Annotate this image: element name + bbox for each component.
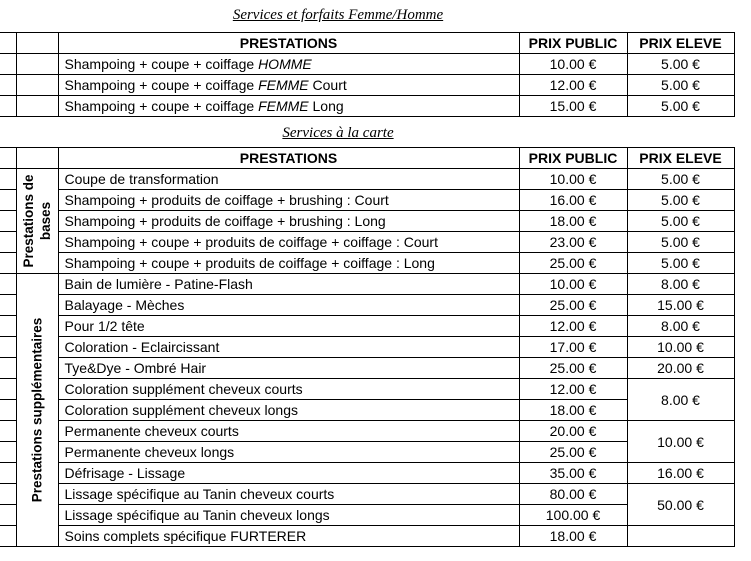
prix-public: 18.00 €: [519, 400, 627, 421]
prix-public: 20.00 €: [519, 421, 627, 442]
prix-eleve: 5.00 €: [627, 75, 734, 96]
service-name: Soins complets spécifique FURTERER: [58, 526, 519, 547]
prix-public: 25.00 €: [519, 253, 627, 274]
blank-cell: [0, 54, 16, 75]
service-name: Défrisage - Lissage: [58, 463, 519, 484]
service-name: Lissage spécifique au Tanin cheveux courts: [58, 484, 519, 505]
service-gender: FEMME: [258, 98, 309, 114]
service-name: [58, 96, 519, 117]
prix-public: 16.00 €: [519, 190, 627, 211]
table-row: [0, 505, 734, 526]
service-name: Permanente cheveux courts: [58, 421, 519, 442]
prix-public: 23.00 €: [519, 232, 627, 253]
prix-public: 15.00 €: [519, 96, 627, 117]
table-row: [0, 421, 734, 442]
prix-public: 25.00 €: [519, 358, 627, 379]
header-prix-public: PRIX PUBLIC: [519, 148, 627, 169]
prix-public: 10.00 €: [519, 54, 627, 75]
blank-cell: [0, 96, 16, 117]
section1-title: Services et forfaits Femme/Homme: [232, 7, 444, 23]
service-gender: FEMME: [258, 77, 309, 93]
blank-cell: [0, 316, 16, 337]
service-text: Shampoing + coupe + coiffage: [64, 56, 259, 72]
table-row: [0, 169, 734, 190]
table-row: [0, 295, 734, 316]
service-gender: HOMME: [258, 56, 312, 72]
prix-eleve: 5.00 €: [627, 54, 734, 75]
blank-cell: [0, 400, 16, 421]
prix-eleve: 5.00 €: [627, 169, 734, 190]
table-row: [0, 253, 734, 274]
service-name: Shampoing + coupe + produits de coiffage + coiffage : Court: [58, 232, 519, 253]
header-row: [0, 148, 734, 169]
blank-cell: [16, 75, 58, 96]
table-row: [0, 190, 734, 211]
prix-public: 10.00 €: [519, 274, 627, 295]
prix-eleve: 8.00 €: [627, 379, 734, 421]
table-row: [0, 96, 734, 117]
service-name: Coloration - Eclaircissant: [58, 337, 519, 358]
blank-cell: [0, 442, 16, 463]
blank-cell: [0, 526, 16, 547]
prix-public: 12.00 €: [519, 316, 627, 337]
table-row: [0, 337, 734, 358]
prix-public: 25.00 €: [519, 442, 627, 463]
prix-eleve: 20.00 €: [627, 358, 734, 379]
service-name: [58, 54, 519, 75]
service-name: Balayage - Mèches: [58, 295, 519, 316]
blank-cell: [0, 421, 16, 442]
service-text: Long: [308, 98, 344, 114]
table-row: [0, 54, 734, 75]
prix-public: 18.00 €: [519, 211, 627, 232]
blank-cell: [16, 96, 58, 117]
prix-eleve: 5.00 €: [627, 190, 734, 211]
prix-eleve: 50.00 €: [627, 484, 734, 526]
service-name: Coupe de transformation: [58, 169, 519, 190]
service-name: Tye&Dye - Ombré Hair: [58, 358, 519, 379]
header-prestations: PRESTATIONS: [58, 33, 519, 54]
prix-eleve: 10.00 €: [627, 421, 734, 463]
header-prestations: PRESTATIONS: [58, 148, 519, 169]
blank-cell: [0, 295, 16, 316]
table-row: [0, 400, 734, 421]
prix-public: 17.00 €: [519, 337, 627, 358]
table-row: [0, 442, 734, 463]
blank-cell: [0, 148, 16, 169]
prix-eleve: 16.00 €: [627, 463, 734, 484]
blank-cell: [16, 54, 58, 75]
service-name: Bain de lumière - Patine-Flash: [58, 274, 519, 295]
prix-eleve: 5.00 €: [627, 211, 734, 232]
service-name: [58, 75, 519, 96]
group-label-bases: Prestations de bases: [21, 174, 53, 268]
group-label-cell: [16, 169, 58, 274]
table-row: [0, 379, 734, 400]
forfaits-table: [0, 32, 735, 117]
group-label-cell: [16, 274, 58, 547]
prix-public: 35.00 €: [519, 463, 627, 484]
table-row: [0, 358, 734, 379]
blank-cell: [16, 148, 58, 169]
prix-eleve: 5.00 €: [627, 232, 734, 253]
service-text: Shampoing + coupe + coiffage: [64, 98, 259, 114]
blank-cell: [0, 379, 16, 400]
prix-public: 100.00 €: [519, 505, 627, 526]
blank-cell: [0, 337, 16, 358]
service-name: Shampoing + produits de coiffage + brushing : Long: [58, 211, 519, 232]
prix-public: 12.00 €: [519, 379, 627, 400]
prix-eleve: 8.00 €: [627, 274, 734, 295]
blank-cell: [0, 211, 16, 232]
table-row: [0, 232, 734, 253]
blank-cell: [0, 484, 16, 505]
prix-public: 80.00 €: [519, 484, 627, 505]
service-name: Shampoing + coupe + produits de coiffage + coiffage : Long: [58, 253, 519, 274]
blank-cell: [16, 33, 58, 54]
prix-public: 10.00 €: [519, 169, 627, 190]
header-prix-eleve: PRIX ELEVE: [627, 148, 734, 169]
prix-public: 18.00 €: [519, 526, 627, 547]
table-row: [0, 484, 734, 505]
prix-eleve: 5.00 €: [627, 253, 734, 274]
blank-cell: [0, 232, 16, 253]
prix-eleve: 15.00 €: [627, 295, 734, 316]
header-prix-eleve: PRIX ELEVE: [627, 33, 734, 54]
group-label-supplementaires: Prestations supplémentaires: [29, 317, 45, 503]
blank-cell: [0, 358, 16, 379]
table-row: [0, 274, 734, 295]
header-prix-public: PRIX PUBLIC: [519, 33, 627, 54]
section2-title: Services à la carte: [282, 125, 394, 141]
blank-cell: [0, 463, 16, 484]
service-name: Coloration supplément cheveux longs: [58, 400, 519, 421]
service-name: Shampoing + produits de coiffage + brushing : Court: [58, 190, 519, 211]
service-name: Pour 1/2 tête: [58, 316, 519, 337]
prix-eleve: 10.00 €: [627, 337, 734, 358]
prix-public: 12.00 €: [519, 75, 627, 96]
blank-cell: [0, 33, 16, 54]
service-name: Coloration supplément cheveux courts: [58, 379, 519, 400]
service-name: Lissage spécifique au Tanin cheveux longs: [58, 505, 519, 526]
table-row: [0, 211, 734, 232]
table-row: [0, 463, 734, 484]
blank-cell: [0, 253, 16, 274]
header-row: [0, 33, 734, 54]
blank-cell: [0, 190, 16, 211]
prix-eleve: [627, 526, 734, 547]
table-row: [0, 316, 734, 337]
carte-table: [0, 147, 735, 547]
prix-eleve: 5.00 €: [627, 96, 734, 117]
table-row: [0, 75, 734, 96]
service-text: Shampoing + coupe + coiffage: [64, 77, 259, 93]
prix-public: 25.00 €: [519, 295, 627, 316]
service-name: Permanente cheveux longs: [58, 442, 519, 463]
table-row: [0, 526, 734, 547]
blank-cell: [0, 75, 16, 96]
prix-eleve: 8.00 €: [627, 316, 734, 337]
blank-cell: [0, 505, 16, 526]
blank-cell: [0, 274, 16, 295]
service-text: Court: [308, 77, 347, 93]
blank-cell: [0, 169, 16, 190]
